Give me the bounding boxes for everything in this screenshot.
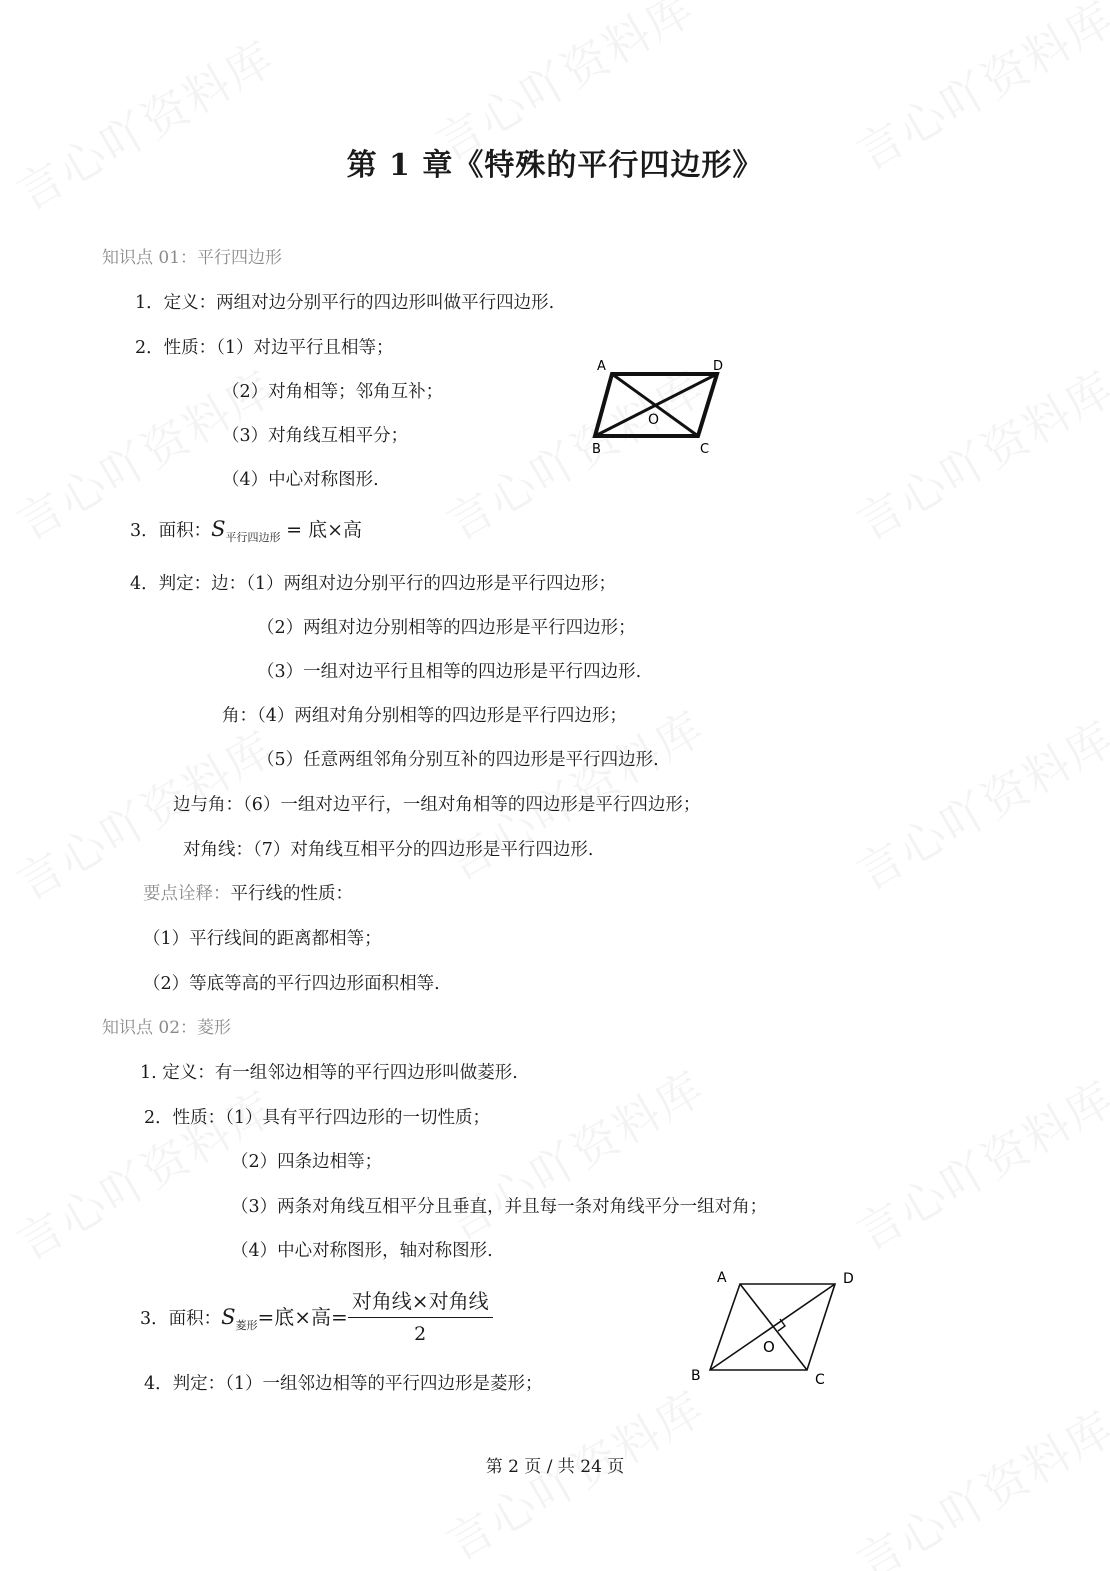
area-subscript: 平行四边形: [225, 531, 281, 544]
center-label-o: O: [648, 412, 660, 428]
judgment-line: [183, 839, 593, 861]
note-item: （2）等底等高的平行四边形面积相等.: [143, 974, 440, 994]
page-footer: 第 2 页 / 共 24 页: [485, 1457, 625, 1477]
judgment-line: [130, 573, 616, 595]
judgment-label: 4．判定：边：: [130, 574, 247, 594]
property-item: （3）两条对角线互相平分且垂直，并且每一条对角线平分一组对角；: [231, 1197, 768, 1217]
section-heading-rhombus: 知识点 02：菱形: [102, 1018, 232, 1038]
watermark: [843, 352, 1110, 553]
judgment-diagonal-label: 对角线：: [183, 840, 253, 860]
property-item: （4）中心对称图形.: [222, 470, 379, 490]
judgment-item: （3）一组对边平行且相等的四边形是平行四边形.: [257, 662, 642, 682]
note-label: 要点诠释：: [143, 884, 231, 904]
vertex-label-a: A: [717, 1270, 727, 1286]
vertex-label-c: C: [815, 1372, 825, 1388]
area-symbol: S: [211, 517, 226, 541]
watermark: [3, 22, 285, 223]
note-text: 平行线的性质：: [230, 884, 353, 904]
vertex-label-d: D: [713, 359, 724, 374]
center-label-o: O: [763, 1338, 775, 1356]
vertex-label-c: C: [700, 442, 710, 457]
judgment-item: （1）两组对边分别平行的四边形是平行四边形；: [246, 574, 617, 594]
judgment-line: [173, 794, 700, 816]
judgment-item: （5）任意两组邻角分别互补的四边形是平行四边形.: [257, 750, 659, 770]
property-label: 2．性质：: [144, 1108, 226, 1128]
area-line: [140, 1290, 493, 1349]
vertex-label-d: D: [843, 1271, 854, 1287]
property-item: （2）对角相等；邻角互补；: [222, 382, 444, 402]
property-item: （1）具有平行四边形的一切性质；: [225, 1108, 491, 1128]
vertex-label-b: B: [592, 442, 601, 457]
property-line: [144, 1107, 490, 1129]
judgment-item: （4）两组对角分别相等的四边形是平行四边形；: [257, 706, 627, 726]
judgment-item: （6）一组对边平行，一组对角相等的四边形是平行四边形；: [243, 795, 701, 815]
definition-line: 1. 定义：有一组邻边相等的平行四边形叫做菱形.: [140, 1063, 518, 1083]
area-line: [130, 518, 362, 549]
watermark: [843, 1392, 1110, 1571]
judgment-side-angle-label: 边与角：: [173, 795, 243, 815]
property-item: （3）对角线互相平分；: [222, 426, 409, 446]
property-label: 2．性质：: [135, 338, 217, 358]
area-fraction: [348, 1288, 493, 1347]
watermark: [843, 1062, 1110, 1263]
judgment-item: （7）对角线互相平分的四边形是平行四边形.: [253, 840, 594, 860]
judgment-label: 4．判定：: [144, 1374, 226, 1394]
judgment-line: [222, 705, 627, 727]
judgment-item: （1）一组邻边相等的平行四边形是菱形；: [225, 1374, 543, 1394]
note-item: （1）平行线间的距离都相等；: [143, 929, 382, 949]
area-symbol: S: [221, 1305, 236, 1329]
area-formula: = 底×高: [286, 519, 362, 541]
page-title: 第 1 章《特殊的平行四边形》: [346, 148, 764, 183]
area-formula: =底×高=: [257, 1305, 348, 1329]
area-label: 3．面积：: [140, 1309, 222, 1329]
judgment-item: （2）两组对边分别相等的四边形是平行四边形；: [257, 618, 636, 638]
property-item: （4）中心对称图形，轴对称图形.: [231, 1241, 493, 1261]
property-line: [135, 337, 394, 359]
fraction-numerator: 对角线×对角线: [348, 1288, 493, 1318]
area-subscript: 菱形: [235, 1319, 258, 1332]
judgment-angle-label: 角：: [222, 706, 257, 726]
section-heading-parallelogram: 知识点 01：平行四边形: [102, 248, 283, 268]
area-label: 3．面积：: [130, 521, 212, 541]
judgment-line: [144, 1373, 543, 1395]
note-line: [143, 883, 353, 905]
property-item: （1）对边平行且相等；: [216, 338, 394, 358]
fraction-denominator: 2: [414, 1323, 427, 1345]
watermark: [843, 702, 1110, 903]
rhombus-figure: [685, 1262, 865, 1392]
definition-line: 1．定义：两组对边分别平行的四边形叫做平行四边形.: [135, 293, 555, 313]
vertex-label-b: B: [691, 1368, 701, 1384]
parallelogram-figure: [585, 352, 735, 460]
vertex-label-a: A: [597, 359, 606, 374]
property-item: （2）四条边相等；: [231, 1152, 383, 1172]
